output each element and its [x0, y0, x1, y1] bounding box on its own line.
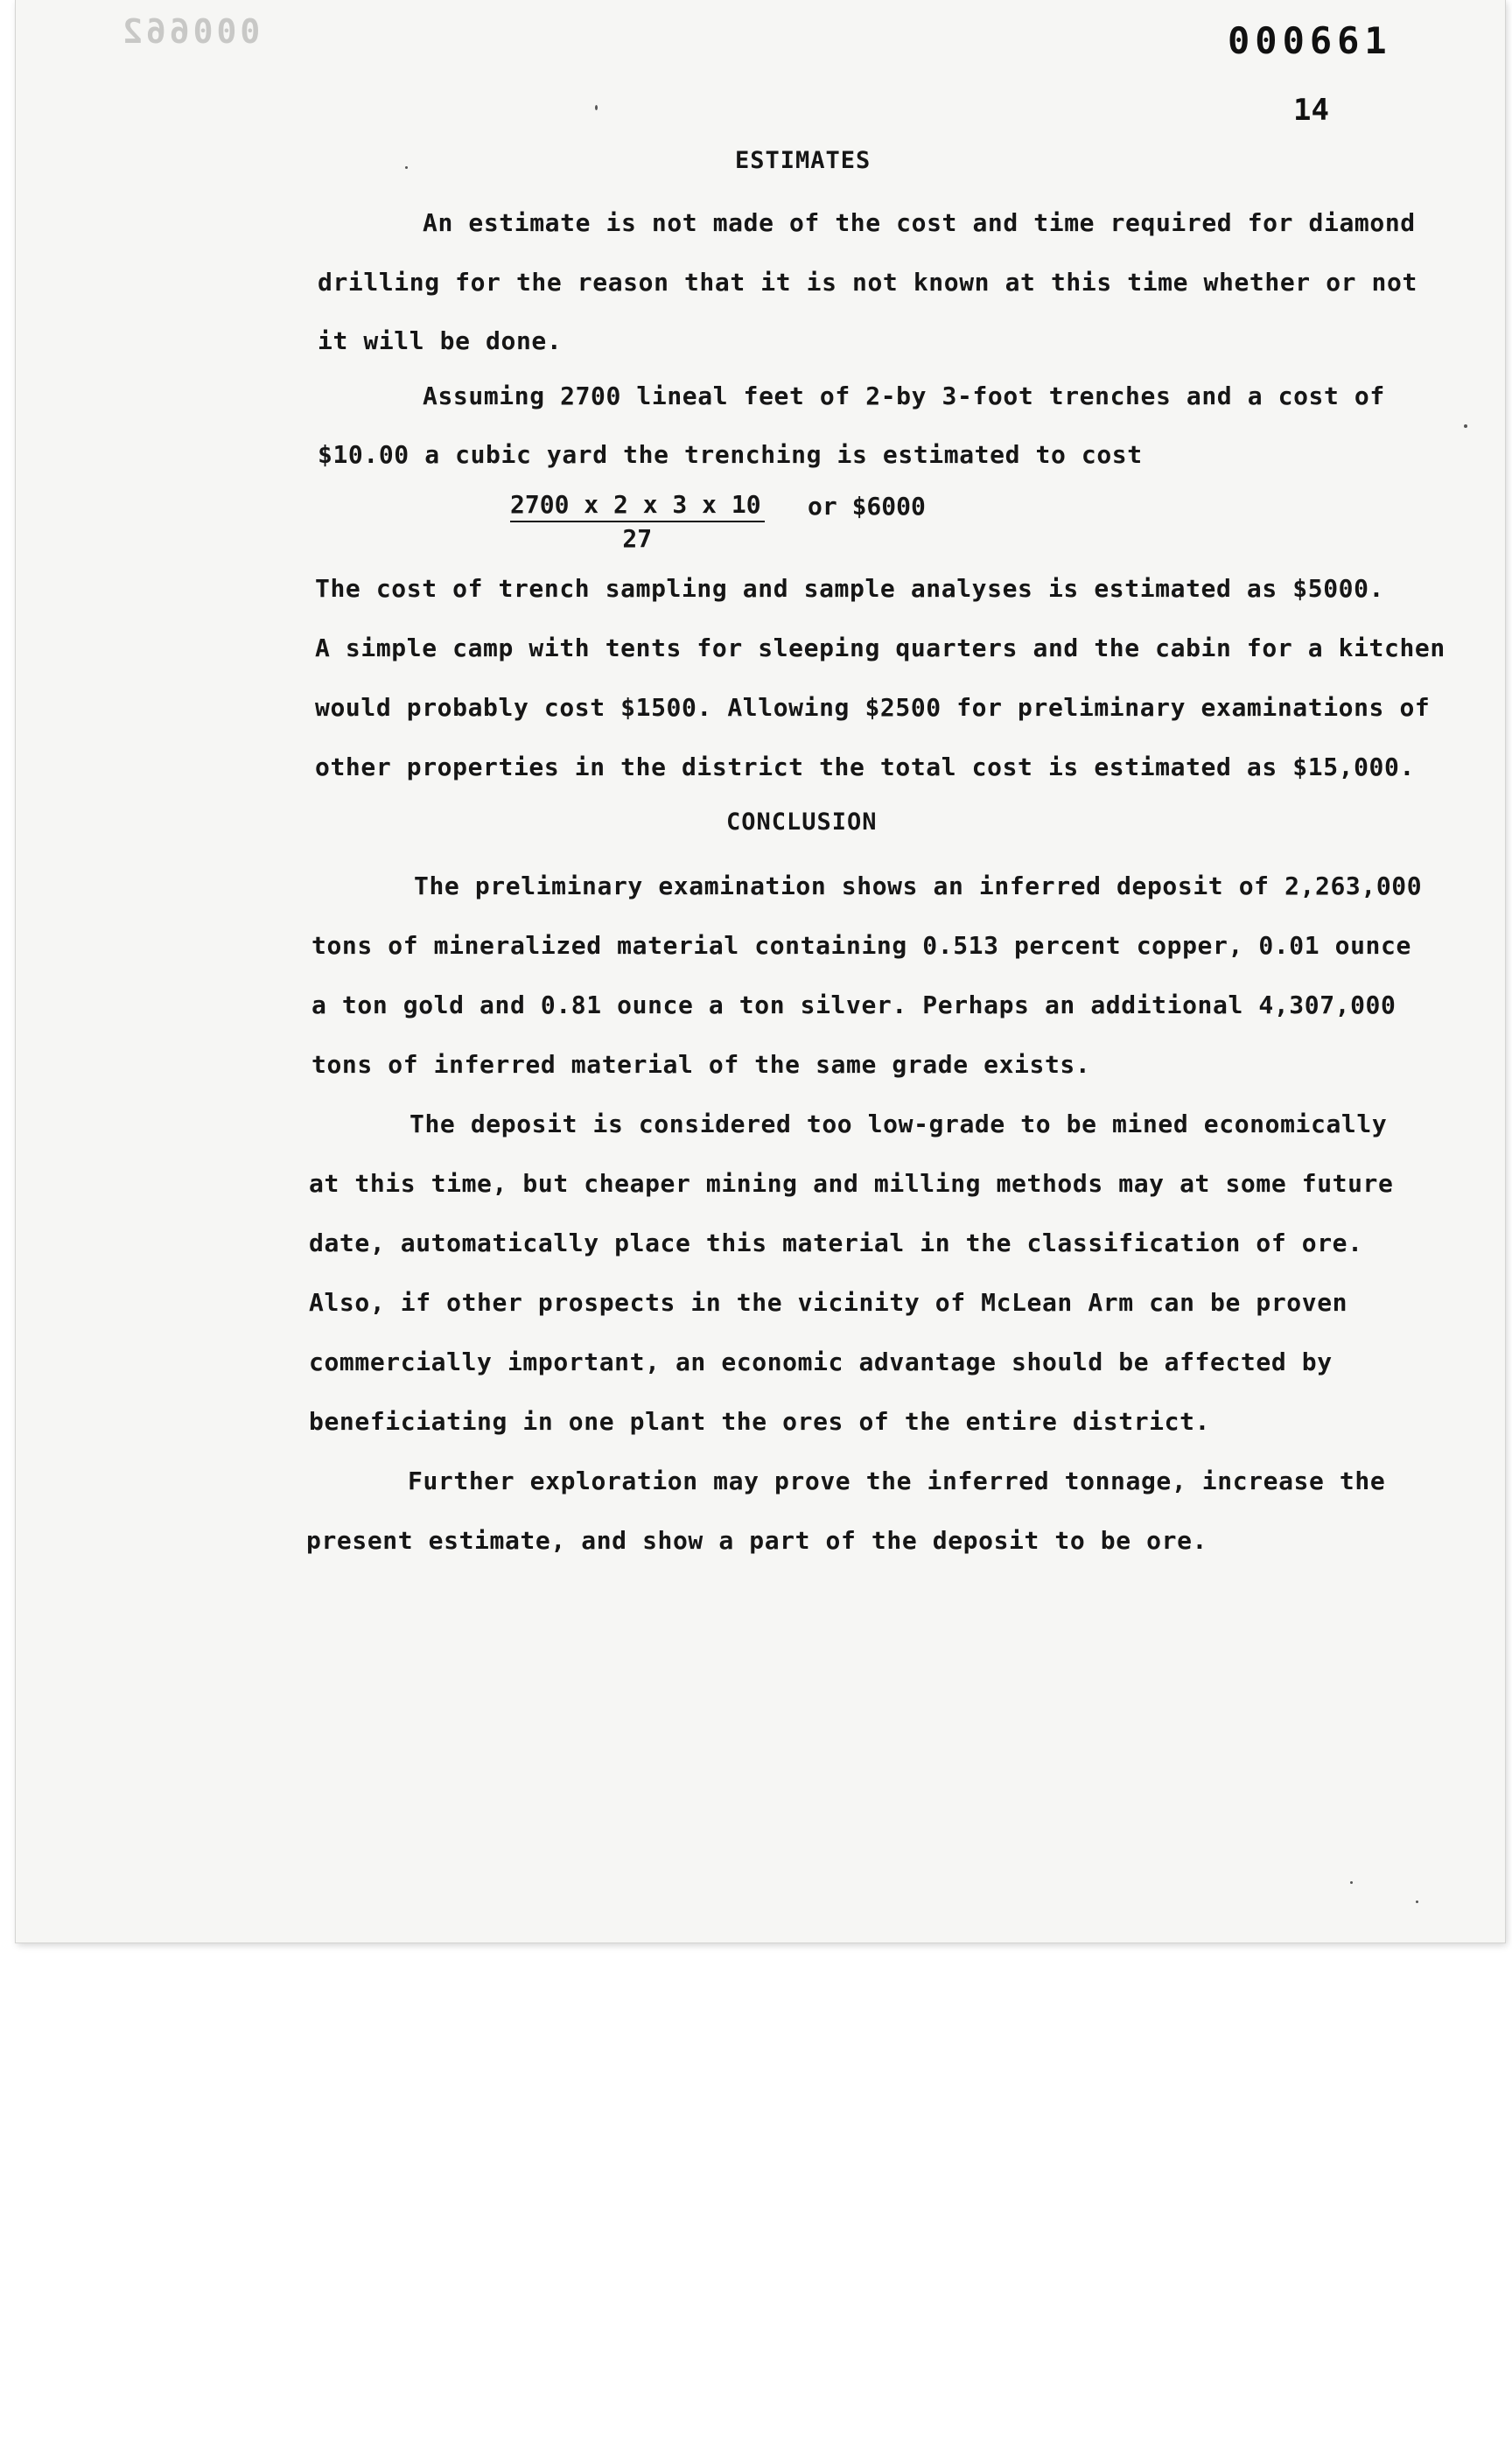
- conclusion-heading: CONCLUSION: [726, 808, 878, 836]
- scan-speck: [1350, 1881, 1353, 1884]
- text-line: date, automatically place this material in the classification of ore.: [309, 1228, 1363, 1257]
- text-line: beneficiating in one plant the ores of the entire district.: [309, 1407, 1210, 1436]
- text-line: Assuming 2700 lineal feet of 2-by 3-foot trenches and a cost of: [423, 382, 1385, 410]
- text-line: Further exploration may prove the inferred tonnage, increase the: [408, 1466, 1386, 1495]
- text-line: The preliminary examination shows an inferred deposit of 2,263,000: [414, 872, 1423, 900]
- text-line: present estimate, and show a part of the deposit to be ore.: [306, 1526, 1208, 1555]
- scan-speck: [1464, 424, 1467, 428]
- text-line: at this time, but cheaper mining and milling methods may at some future: [309, 1169, 1394, 1198]
- text-line: tons of inferred material of the same grade exists.: [312, 1050, 1091, 1079]
- text-line: a ton gold and 0.81 ounce a ton silver. Perhaps an additional 4,307,000: [312, 990, 1396, 1019]
- text-line: $10.00 a cubic yard the trenching is estimated to cost: [318, 440, 1143, 469]
- formula-denominator: 27: [622, 524, 653, 553]
- text-line: other properties in the district the total cost is estimated as $15,000.: [315, 752, 1415, 781]
- text-line: would probably cost $1500. Allowing $2500 for preliminary examinations of: [315, 693, 1431, 722]
- text-line: The deposit is considered too low-grade to be mined economically: [410, 1110, 1388, 1138]
- text-line: drilling for the reason that it is not known at this time whether or not: [318, 268, 1418, 297]
- trench-cost-formula: [510, 490, 765, 553]
- scan-speck: [405, 166, 408, 169]
- text-line: it will be done.: [318, 326, 563, 355]
- formula-result: or $6000: [808, 492, 926, 521]
- formula-numerator: 2700 x 2 x 3 x 10: [510, 490, 765, 522]
- bleed-through-number: 000662: [119, 12, 261, 51]
- page-number: 14: [1293, 93, 1329, 128]
- document-page: [16, 0, 1505, 1942]
- scan-speck: [595, 105, 598, 110]
- document-number: 000661: [1228, 19, 1392, 62]
- text-line: Also, if other prospects in the vicinity of McLean Arm can be proven: [309, 1288, 1348, 1317]
- scan-speck: [1416, 1900, 1418, 1903]
- text-line: tons of mineralized material containing 0.513 percent copper, 0.01 ounce: [312, 931, 1411, 960]
- text-line: A simple camp with tents for sleeping quarters and the cabin for a kitchen: [315, 634, 1446, 662]
- text-line: commercially important, an economic advantage should be affected by: [309, 1348, 1333, 1376]
- text-line: An estimate is not made of the cost and time required for diamond: [423, 208, 1416, 237]
- text-line: The cost of trench sampling and sample analyses is estimated as $5000.: [315, 574, 1385, 603]
- estimates-heading: ESTIMATES: [735, 147, 872, 174]
